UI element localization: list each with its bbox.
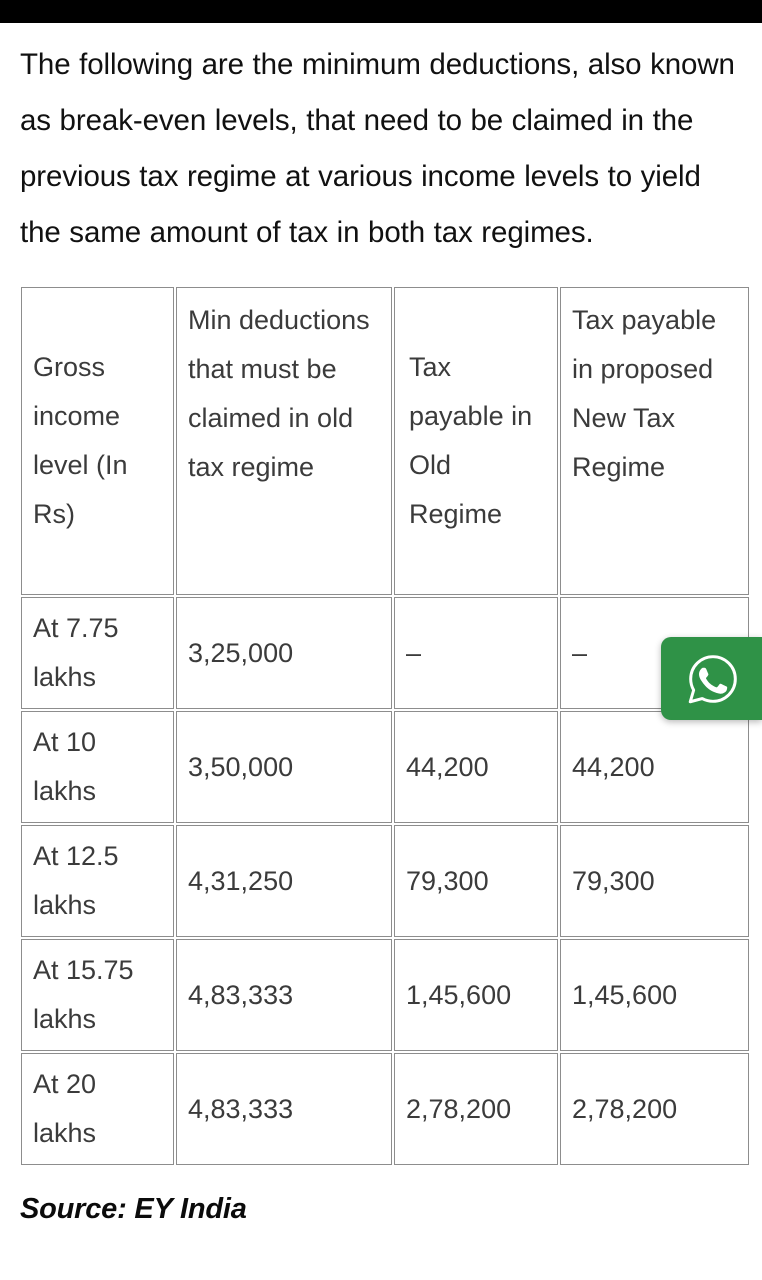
table-row — [21, 711, 749, 823]
cell-tax-old-regime: – — [394, 597, 558, 709]
cell-min-deductions: 4,83,333 — [176, 1053, 392, 1165]
cell-min-deductions: 4,83,333 — [176, 939, 392, 1051]
cell-income-level: At 15.75 lakhs — [21, 939, 174, 1051]
table-row — [21, 825, 749, 937]
cell-income-level: At 20 lakhs — [21, 1053, 174, 1165]
intro-paragraph: The following are the minimum deductions, also known as break-even levels, that need to be claimed in the previous tax regime at various income levels to yield the same amount of tax in both tax regimes. — [20, 48, 735, 249]
cell-tax-new-regime: 79,300 — [560, 825, 749, 937]
whatsapp-icon — [683, 651, 741, 707]
column-header-gross-income: Gross income level (In Rs) — [21, 287, 174, 595]
cell-income-level: At 12.5 lakhs — [21, 825, 174, 937]
tax-comparison-table — [19, 285, 751, 1167]
cell-tax-new-regime: 2,78,200 — [560, 1053, 749, 1165]
column-header-tax-new-regime: Tax payable in proposed New Tax Regime — [560, 287, 749, 595]
table-row — [21, 939, 749, 1051]
table-row — [21, 597, 749, 709]
cell-tax-new-regime: – — [560, 597, 749, 709]
table-header-row — [21, 287, 749, 595]
cell-tax-old-regime: 44,200 — [394, 711, 558, 823]
page-content — [0, 23, 762, 1229]
column-header-min-deductions: Min deductions that must be claimed in old tax regime — [176, 287, 392, 595]
cell-tax-old-regime: 79,300 — [394, 825, 558, 937]
cell-min-deductions: 4,31,250 — [176, 825, 392, 937]
column-header-tax-old-regime: Tax payable in Old Regime — [394, 287, 558, 595]
cell-tax-new-regime: 1,45,600 — [560, 939, 749, 1051]
source-caption: Source: EY India — [20, 1193, 247, 1225]
cell-income-level: At 10 lakhs — [21, 711, 174, 823]
cell-min-deductions: 3,25,000 — [176, 597, 392, 709]
table-row — [21, 1053, 749, 1165]
cell-tax-new-regime: 44,200 — [560, 711, 749, 823]
tax-table-container — [0, 261, 762, 1167]
cell-tax-old-regime: 1,45,600 — [394, 939, 558, 1051]
cell-income-level: At 7.75 lakhs — [21, 597, 174, 709]
whatsapp-share-button[interactable] — [661, 637, 762, 720]
cell-tax-old-regime: 2,78,200 — [394, 1053, 558, 1165]
status-bar — [0, 0, 762, 23]
cell-min-deductions: 3,50,000 — [176, 711, 392, 823]
